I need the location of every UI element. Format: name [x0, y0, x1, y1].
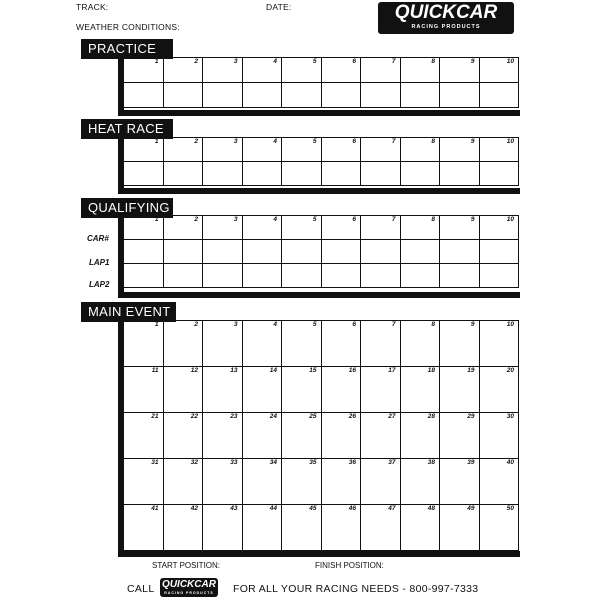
- practice-grid: [123, 57, 519, 108]
- cell-number: 18: [427, 367, 435, 374]
- qualifying-cell[interactable]: 5: [282, 216, 322, 240]
- qualifying-cell[interactable]: [282, 264, 322, 288]
- cell-number: 10: [506, 321, 514, 328]
- main-event-cell[interactable]: [479, 459, 519, 505]
- cell-number: 1: [154, 321, 159, 328]
- practice-cell[interactable]: 4: [242, 58, 282, 83]
- heat-race-cell[interactable]: 2: [163, 138, 203, 162]
- main-event-cell[interactable]: [282, 505, 322, 551]
- cell-number: 7: [391, 321, 396, 328]
- cell-number: 44: [269, 505, 277, 512]
- qualifying-cell[interactable]: 2: [163, 216, 203, 240]
- heat-race-title: HEAT RACE: [81, 119, 173, 139]
- qualifying-cell[interactable]: [479, 240, 519, 264]
- heat-race-cell[interactable]: 10: [479, 138, 519, 162]
- weather-conditions-label: WEATHER CONDITIONS:: [76, 22, 180, 32]
- main-event-cell[interactable]: [124, 413, 164, 459]
- practice-cell[interactable]: 7: [361, 58, 401, 83]
- heat-race-cell[interactable]: [203, 162, 243, 186]
- cell-number: 17: [388, 367, 396, 374]
- main-event-row: [124, 413, 519, 459]
- qualifying-cell[interactable]: 10: [479, 216, 519, 240]
- main-event-cell[interactable]: [163, 413, 203, 459]
- qualifying-cell[interactable]: 7: [361, 216, 401, 240]
- main-event-cell[interactable]: [282, 367, 322, 413]
- qualifying-cell[interactable]: [479, 264, 519, 288]
- qualifying-cell[interactable]: 3: [203, 216, 243, 240]
- main-event-cell[interactable]: [440, 367, 480, 413]
- heat-race-grid: [123, 137, 519, 186]
- main-event-cell[interactable]: [203, 321, 243, 367]
- main-event-cell[interactable]: [321, 505, 361, 551]
- cell-number: 24: [269, 413, 277, 420]
- qualifying-shadow-bottom: [118, 292, 520, 298]
- main-event-cell[interactable]: [479, 505, 519, 551]
- cell-number: 8: [431, 321, 435, 328]
- main-event-cell[interactable]: [479, 367, 519, 413]
- main-event-cell[interactable]: [400, 321, 440, 367]
- heat-race-cell[interactable]: 8: [400, 138, 440, 162]
- heat-race-cell[interactable]: 4: [242, 138, 282, 162]
- cell-number: 32: [190, 459, 198, 466]
- qualifying-cell[interactable]: [400, 240, 440, 264]
- cell-number: 9: [470, 321, 475, 328]
- main-event-cell[interactable]: [124, 367, 164, 413]
- qualifying-cell[interactable]: 4: [242, 216, 282, 240]
- practice-cell[interactable]: [124, 83, 164, 108]
- start-position-label: START POSITION:: [152, 561, 221, 570]
- practice-cell[interactable]: [321, 83, 361, 108]
- finish-position-label: FINISH POSITION:: [315, 561, 384, 570]
- practice-title: PRACTICE: [81, 39, 173, 59]
- cell-number: 4: [273, 321, 277, 328]
- main-event-cell[interactable]: [321, 321, 361, 367]
- main-event-cell[interactable]: [203, 413, 243, 459]
- footer-logo-name: QUICKCAR: [162, 579, 216, 590]
- cell-number: 40: [506, 459, 514, 466]
- cell-number: 21: [151, 413, 159, 420]
- heat-race-cell[interactable]: 3: [203, 138, 243, 162]
- qualifying-cell[interactable]: [400, 264, 440, 288]
- cell-number: 33: [230, 459, 238, 466]
- qualifying-cell[interactable]: 9: [440, 216, 480, 240]
- cell-number: 22: [190, 413, 198, 420]
- qualifying-grid: [123, 215, 519, 288]
- main-event-cell[interactable]: [440, 459, 480, 505]
- main-event-title: MAIN EVENT: [81, 302, 176, 322]
- practice-cell[interactable]: [163, 83, 203, 108]
- qualifying-cell[interactable]: [163, 240, 203, 264]
- cell-number: 38: [427, 459, 435, 466]
- call-label: CALL: [127, 583, 155, 595]
- cell-number: 36: [348, 459, 356, 466]
- main-event-row: [124, 367, 519, 413]
- qualifying-cell[interactable]: [203, 240, 243, 264]
- main-event-cell[interactable]: [242, 505, 282, 551]
- main-event-cell[interactable]: [321, 459, 361, 505]
- lap2-row-label: LAP2: [89, 280, 110, 289]
- main-event-cell[interactable]: [242, 459, 282, 505]
- main-event-cell[interactable]: [242, 413, 282, 459]
- cell-number: 27: [388, 413, 396, 420]
- quickcar-logo: [378, 2, 514, 34]
- main-event-cell[interactable]: [361, 505, 401, 551]
- lap1-row-label: LAP1: [89, 258, 110, 267]
- qualifying-cell[interactable]: [321, 240, 361, 264]
- quickcar-footer-logo: [160, 578, 218, 597]
- main-event-cell[interactable]: [321, 413, 361, 459]
- cell-number: 16: [348, 367, 356, 374]
- practice-cell[interactable]: [440, 83, 480, 108]
- practice-cell[interactable]: [242, 83, 282, 108]
- cell-number: 14: [269, 367, 277, 374]
- practice-cell[interactable]: [203, 83, 243, 108]
- practice-cell[interactable]: [282, 83, 322, 108]
- cell-number: 23: [230, 413, 238, 420]
- cell-number: 30: [506, 413, 514, 420]
- cell-number: 3: [233, 321, 238, 328]
- track-label: TRACK:: [76, 2, 109, 12]
- qualifying-cell[interactable]: 1: [124, 216, 164, 240]
- main-event-cell[interactable]: [203, 505, 243, 551]
- cell-number: 2: [194, 321, 198, 328]
- heat-race-shadow-bottom: [118, 188, 520, 194]
- main-event-cell[interactable]: [361, 367, 401, 413]
- qualifying-cell[interactable]: [242, 264, 282, 288]
- qualifying-cell[interactable]: 6: [321, 216, 361, 240]
- logo-tagline: RACING PRODUCTS: [411, 24, 481, 30]
- cell-number: 20: [506, 367, 514, 374]
- main-event-shadow-bottom: [118, 551, 520, 557]
- heat-race-cell[interactable]: 9: [440, 138, 480, 162]
- main-event-cell[interactable]: [242, 321, 282, 367]
- cell-number: 47: [388, 505, 396, 512]
- main-event-cell[interactable]: [163, 321, 203, 367]
- main-event-cell[interactable]: [242, 367, 282, 413]
- practice-cell[interactable]: 9: [440, 58, 480, 83]
- main-event-cell[interactable]: [361, 321, 401, 367]
- practice-cell[interactable]: 10: [479, 58, 519, 83]
- practice-cell[interactable]: 8: [400, 58, 440, 83]
- cell-number: 35: [309, 459, 317, 466]
- practice-cell[interactable]: 1: [124, 58, 164, 83]
- main-event-cell[interactable]: [282, 459, 322, 505]
- heat-race-cell[interactable]: 5: [282, 138, 322, 162]
- car-number-row-label: CAR#: [87, 234, 109, 243]
- heat-race-cell[interactable]: [282, 162, 322, 186]
- practice-shadow-bottom: [118, 110, 520, 116]
- cell-number: 5: [312, 321, 317, 328]
- heat-race-cell[interactable]: [400, 162, 440, 186]
- cell-number: 31: [151, 459, 159, 466]
- heat-race-cell[interactable]: [361, 162, 401, 186]
- cell-number: 41: [151, 505, 159, 512]
- main-event-cell[interactable]: [124, 321, 164, 367]
- cell-number: 13: [230, 367, 238, 374]
- practice-cell[interactable]: 6: [321, 58, 361, 83]
- cell-number: 11: [151, 367, 159, 374]
- cell-number: 43: [230, 505, 238, 512]
- cell-number: 37: [388, 459, 396, 466]
- main-event-cell[interactable]: [361, 459, 401, 505]
- main-event-cell[interactable]: [163, 459, 203, 505]
- cell-number: 25: [309, 413, 317, 420]
- main-event-cell[interactable]: [361, 413, 401, 459]
- main-event-cell[interactable]: [124, 505, 164, 551]
- main-event-cell[interactable]: [124, 459, 164, 505]
- heat-race-cell[interactable]: [163, 162, 203, 186]
- cell-number: 46: [348, 505, 356, 512]
- main-event-cell[interactable]: [321, 367, 361, 413]
- qualifying-cell[interactable]: [282, 240, 322, 264]
- cell-number: 6: [352, 321, 356, 328]
- cell-number: 49: [467, 505, 475, 512]
- qualifying-cell[interactable]: [440, 264, 480, 288]
- main-event-cell[interactable]: [440, 413, 480, 459]
- qualifying-cell[interactable]: [124, 264, 164, 288]
- cell-number: 12: [190, 367, 198, 374]
- cell-number: 28: [427, 413, 435, 420]
- main-event-cell[interactable]: [203, 367, 243, 413]
- heat-race-cell[interactable]: 1: [124, 138, 164, 162]
- main-event-cell[interactable]: [400, 413, 440, 459]
- heat-race-cell[interactable]: [321, 162, 361, 186]
- qualifying-cell[interactable]: [361, 264, 401, 288]
- main-event-row: [124, 321, 519, 367]
- main-event-row: [124, 459, 519, 505]
- practice-cell[interactable]: 5: [282, 58, 322, 83]
- qualifying-cell[interactable]: 8: [400, 216, 440, 240]
- heat-race-cell[interactable]: [440, 162, 480, 186]
- cell-number: 19: [467, 367, 475, 374]
- qualifying-cell[interactable]: [321, 264, 361, 288]
- main-event-cell[interactable]: [400, 367, 440, 413]
- racing-needs-tagline: FOR ALL YOUR RACING NEEDS - 800-997-7333: [233, 583, 479, 595]
- qualifying-cell[interactable]: [203, 264, 243, 288]
- qualifying-cell[interactable]: [124, 240, 164, 264]
- cell-number: 48: [427, 505, 435, 512]
- heat-race-cell[interactable]: [479, 162, 519, 186]
- practice-cell[interactable]: 2: [163, 58, 203, 83]
- heat-race-cell[interactable]: 6: [321, 138, 361, 162]
- cell-number: 39: [467, 459, 475, 466]
- cell-number: 15: [309, 367, 317, 374]
- main-event-cell[interactable]: [282, 413, 322, 459]
- cell-number: 50: [506, 505, 514, 512]
- qualifying-cell[interactable]: [440, 240, 480, 264]
- cell-number: 34: [269, 459, 277, 466]
- cell-number: 45: [309, 505, 317, 512]
- cell-number: 42: [190, 505, 198, 512]
- cell-number: 29: [467, 413, 475, 420]
- logo-name: QUICKCAR: [394, 2, 498, 23]
- main-event-cell[interactable]: [440, 321, 480, 367]
- main-event-cell[interactable]: [440, 505, 480, 551]
- main-event-row: [124, 505, 519, 551]
- main-event-cell[interactable]: [282, 321, 322, 367]
- main-event-cell[interactable]: [400, 505, 440, 551]
- heat-race-cell[interactable]: 7: [361, 138, 401, 162]
- main-event-grid: [123, 320, 519, 551]
- main-event-cell[interactable]: [163, 367, 203, 413]
- practice-cell[interactable]: 3: [203, 58, 243, 83]
- qualifying-cell[interactable]: [163, 264, 203, 288]
- main-event-cell[interactable]: [203, 459, 243, 505]
- main-event-cell[interactable]: [163, 505, 203, 551]
- cell-number: 26: [348, 413, 356, 420]
- qualifying-title: QUALIFYING: [81, 198, 173, 218]
- qualifying-cell[interactable]: [242, 240, 282, 264]
- qualifying-cell[interactable]: [361, 240, 401, 264]
- date-label: DATE:: [266, 2, 292, 12]
- practice-cell[interactable]: [479, 83, 519, 108]
- main-event-cell[interactable]: [479, 321, 519, 367]
- heat-race-cell[interactable]: [124, 162, 164, 186]
- main-event-cell[interactable]: [479, 413, 519, 459]
- practice-cell[interactable]: [400, 83, 440, 108]
- footer-logo-tagline: RACING PRODUCTS: [164, 591, 214, 595]
- main-event-cell[interactable]: [400, 459, 440, 505]
- heat-race-cell[interactable]: [242, 162, 282, 186]
- practice-cell[interactable]: [361, 83, 401, 108]
